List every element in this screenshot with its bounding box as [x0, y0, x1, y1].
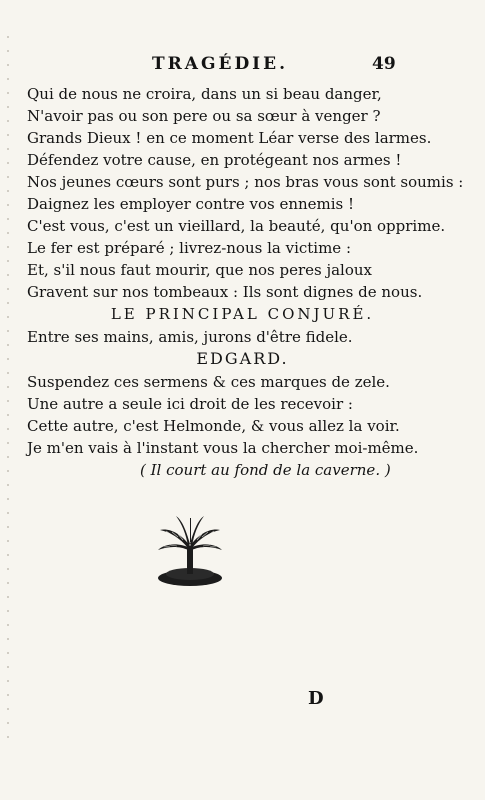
verse-line: Entre ses mains, amis, jurons d'être fidele.	[27, 328, 353, 346]
verse-line: Je m'en vais à l'instant vous la chercher moi-même.	[27, 439, 419, 457]
verse-line: Qui de nous ne croira, dans un si beau danger,	[27, 85, 382, 103]
verse-line: Et, s'il nous faut mourir, que nos peres jaloux	[27, 261, 373, 279]
palm-tree-vignette-icon	[150, 512, 230, 592]
verse-line: Nos jeunes cœurs sont purs ; nos bras vous sont soumis :	[27, 173, 464, 191]
verse-line: C'est vous, c'est un vieillard, la beauté, qu'on opprime.	[27, 217, 446, 235]
speaker-name: EDGARD.	[196, 349, 289, 368]
verse-line: Cette autre, c'est Helmonde, & vous allez la voir.	[27, 417, 400, 435]
running-title: TRAGÉDIE.	[152, 54, 289, 74]
page-number: 49	[372, 54, 396, 74]
verse-line: Une autre a seule ici droit de les recevoir :	[27, 395, 353, 413]
verse-line: N'avoir pas ou son pere ou sa sœur à venger ?	[27, 107, 381, 125]
verse-line: Gravent sur nos tombeaux : Ils sont dignes de nous.	[27, 283, 423, 301]
page-edge-dots	[6, 30, 10, 750]
verse-line: Grands Dieux ! en ce moment Léar verse des larmes.	[27, 129, 432, 147]
verse-line: Le fer est préparé ; livrez-nous la victime :	[27, 239, 352, 257]
verse-line: Suspendez ces sermens & ces marques de zele.	[27, 373, 390, 391]
speaker-name: LE PRINCIPAL CONJURÉ.	[110, 305, 375, 323]
stage-direction: ( Il court au fond de la caverne. )	[140, 461, 391, 479]
verse-line: Défendez votre cause, en protégeant nos armes !	[27, 151, 402, 169]
verse-line: Daignez les employer contre vos ennemis !	[27, 195, 355, 213]
signature-mark: D	[308, 688, 324, 709]
running-head	[0, 54, 485, 78]
